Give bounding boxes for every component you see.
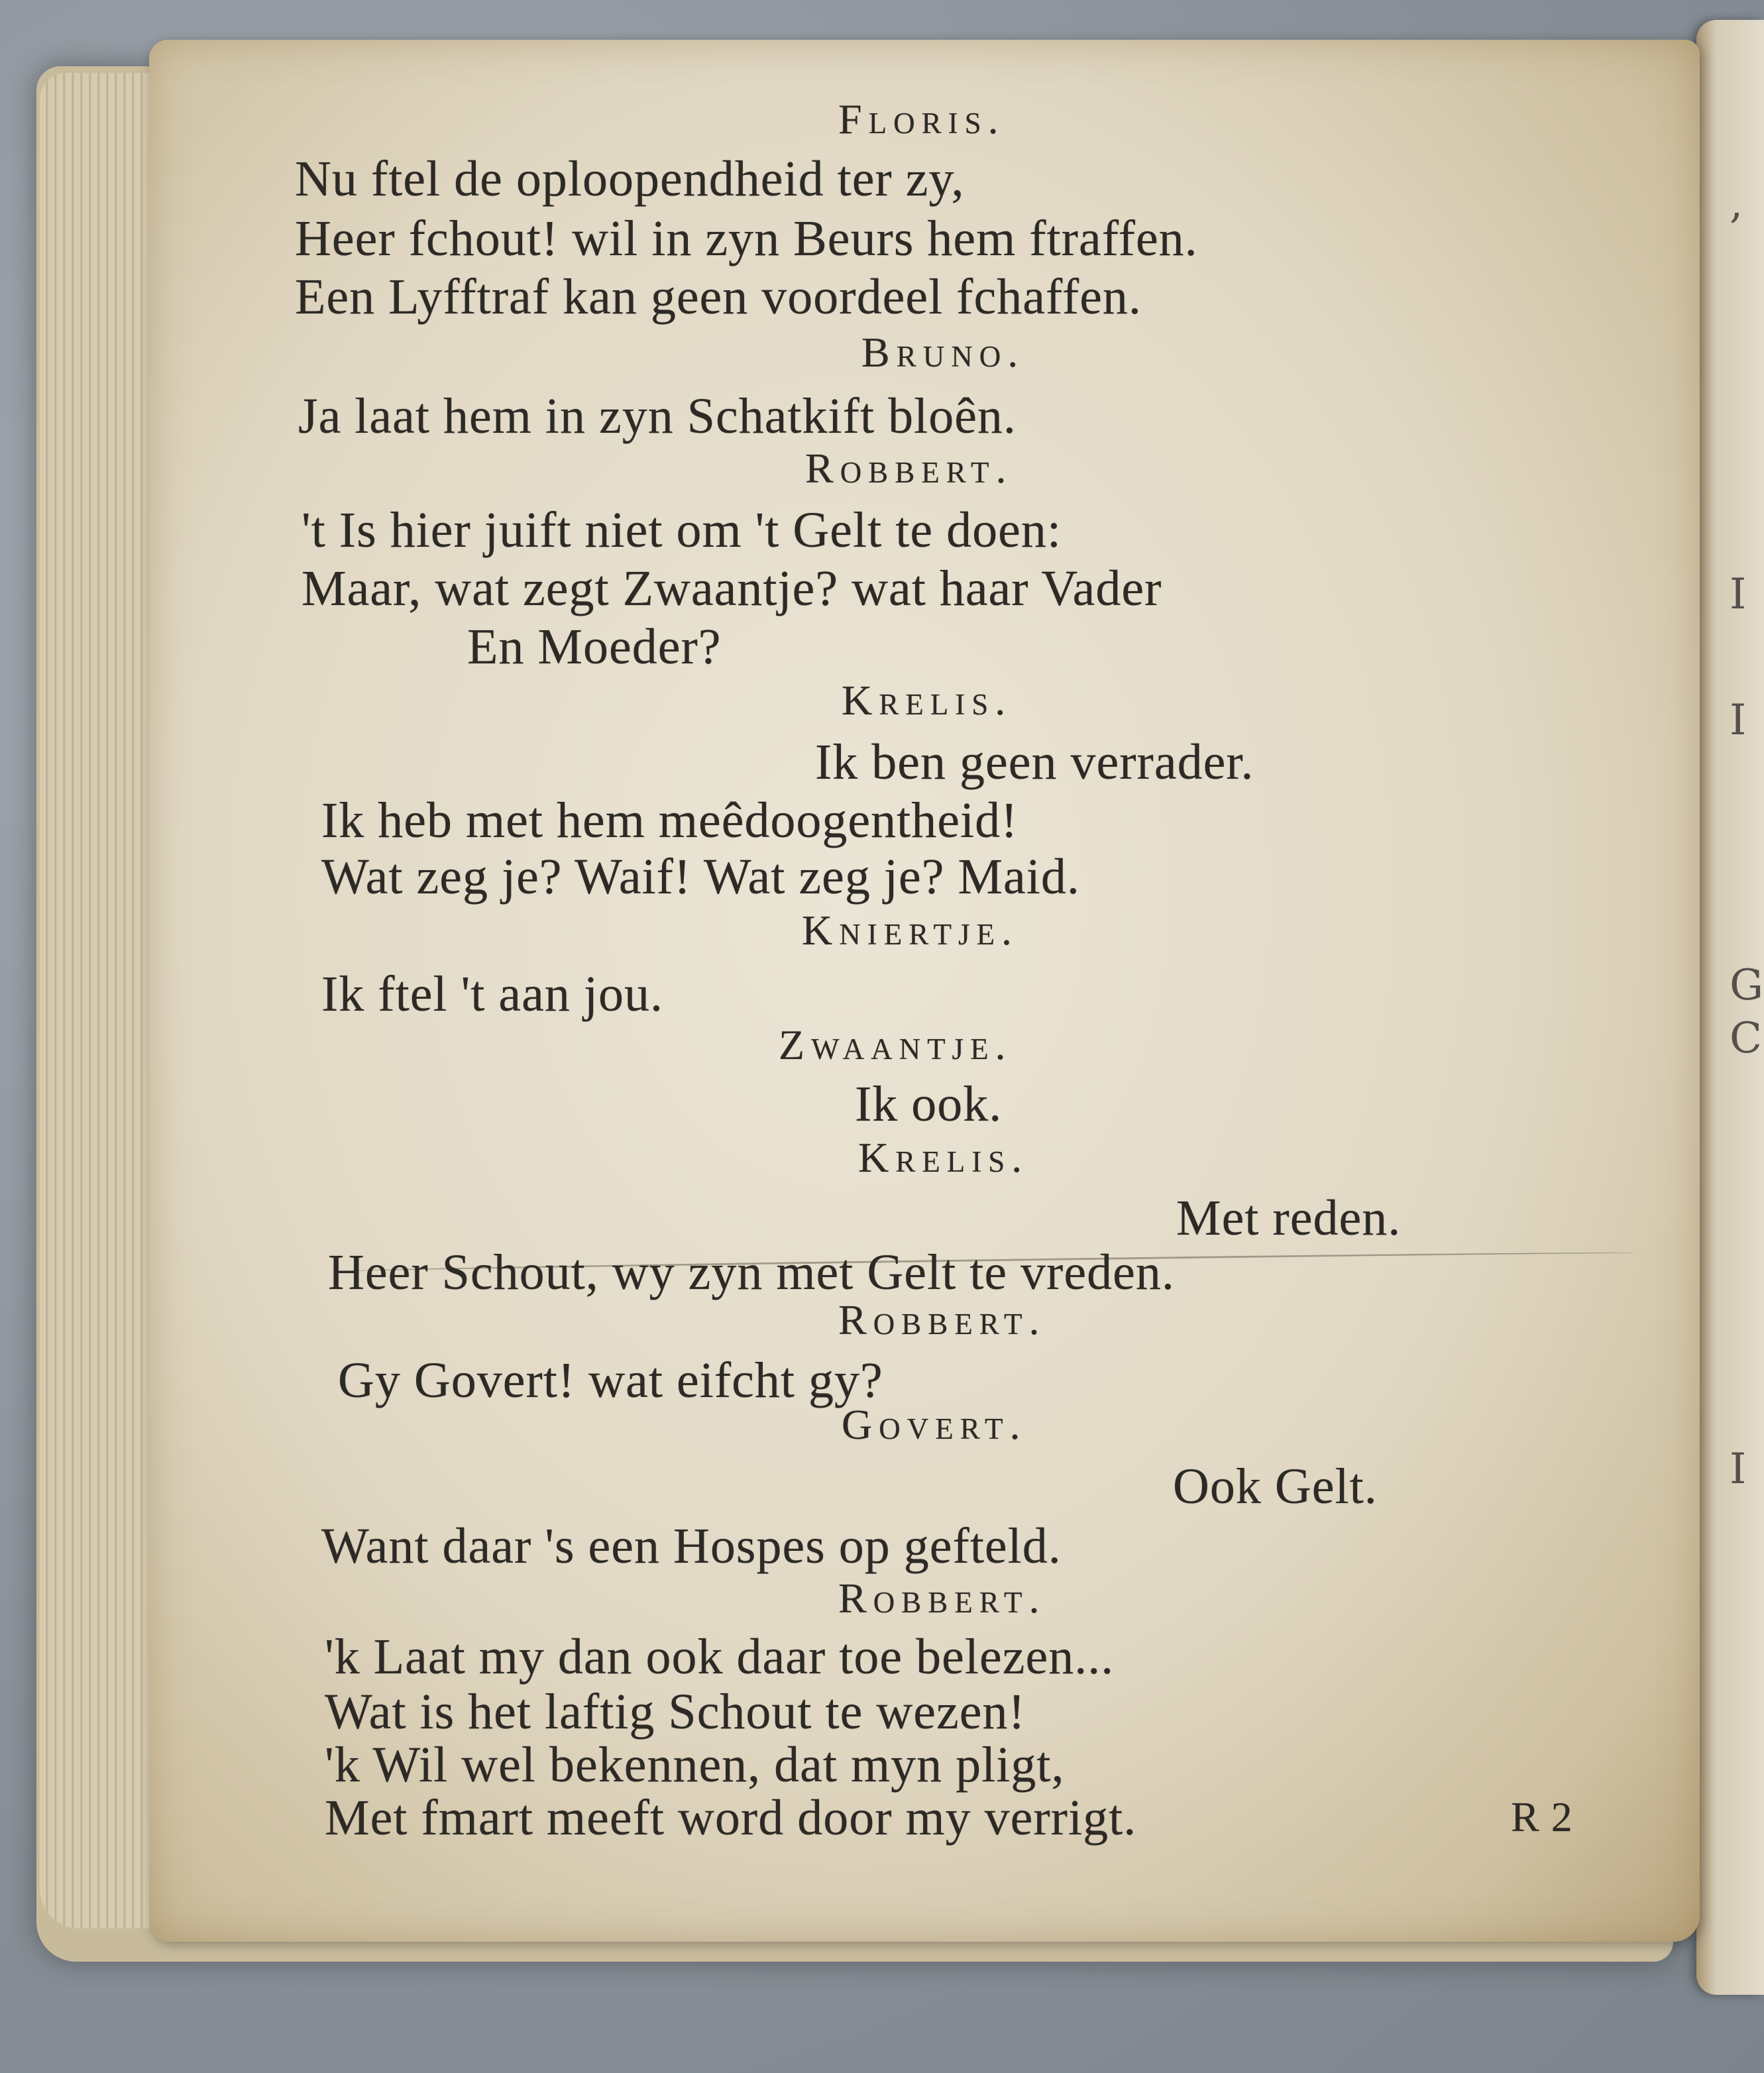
verse-line: 't Is hier juift niet om 't Gelt te doen: <box>302 502 1062 558</box>
verse-line: En Moeder? <box>467 619 722 675</box>
speaker-bruno: Bruno. <box>861 329 1025 376</box>
speaker-robbert: Robbert. <box>805 445 1013 492</box>
speaker-floris: Floris. <box>838 95 1005 142</box>
speaker-govert: Govert. <box>842 1401 1027 1448</box>
verse-line: Met fmart meeft word door my verrigt. <box>325 1790 1137 1846</box>
speaker-zwaantje: Zwaantje. <box>779 1021 1013 1068</box>
verse-line: Want daar 's een Hospes op gefteld. <box>321 1518 1062 1574</box>
verse-line: Wat is het laftig Schout te wezen! <box>325 1684 1026 1740</box>
speaker-kniertje: Kniertje. <box>802 907 1019 954</box>
speaker-krelis: Krelis. <box>842 677 1013 724</box>
speaker-krelis: Krelis. <box>858 1134 1029 1181</box>
verse-line: Heer Schout, wy zyn met Gelt te vreden. <box>328 1245 1175 1300</box>
verse-line: Wat zeg je? Waif! Wat zeg je? Maid. <box>321 849 1080 905</box>
verse-line: Maar, wat zegt Zwaantje? wat haar Vader <box>302 561 1162 616</box>
verse-line: 'k Laat my dan ook daar toe belezen... <box>325 1629 1115 1685</box>
verse-line: Ik heb met hem meêdoogentheid! <box>321 793 1019 848</box>
verse-line: Ook Gelt. <box>1173 1459 1378 1514</box>
verse-line: Ik ben geen verrader. <box>815 734 1254 790</box>
verse-line: 'k Wil wel bekennen, dat myn pligt, <box>325 1737 1065 1793</box>
speaker-robbert: Robbert. <box>838 1296 1046 1343</box>
verse-line: Gy Govert! wat eifcht gy? <box>338 1353 883 1408</box>
verse-line: Ik ftel 't aan jou. <box>321 966 663 1022</box>
catchword: R 2 <box>1511 1793 1573 1840</box>
verse-line: Ja laat hem in zyn Schatkift bloên. <box>298 388 1017 444</box>
verse-line: Nu ftel de oploopendheid ter zy, <box>295 151 965 207</box>
page-edges <box>40 73 166 1929</box>
speaker-robbert: Robbert. <box>838 1575 1046 1622</box>
verse-line: Een Lyfftraf kan geen voordeel fchaffen. <box>295 269 1142 325</box>
verse-line: Heer fchout! wil in zyn Beurs hem ftraffen. <box>295 211 1198 266</box>
verse-line: Met reden. <box>1176 1190 1402 1246</box>
verse-line: Ik ook. <box>855 1076 1003 1132</box>
